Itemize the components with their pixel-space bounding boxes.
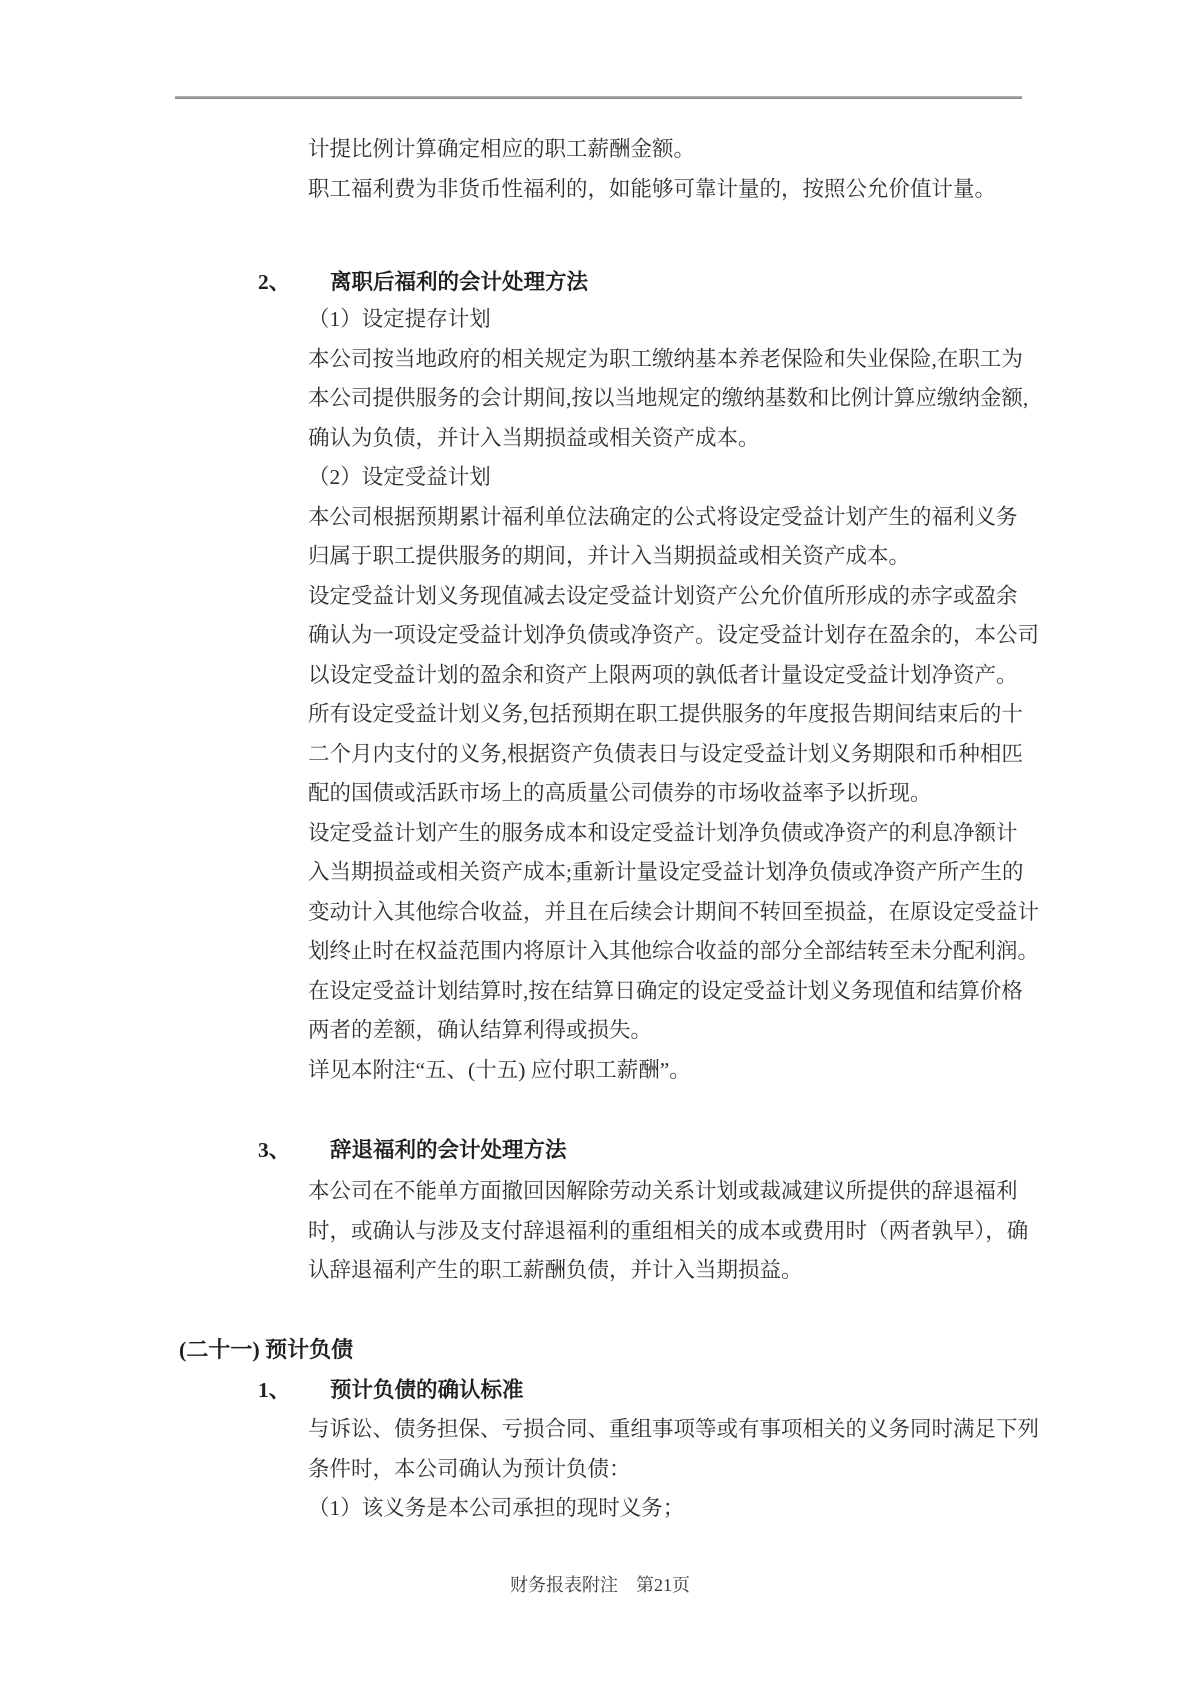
heading-title: 辞退福利的会计处理方法: [330, 1138, 567, 1162]
text-line: 入当期损益或相关资产成本;重新计量设定受益计划净负债或净资产所产生的: [308, 860, 1024, 884]
text-line: 所有设定受益计划义务,包括预期在职工提供服务的年度报告期间结束后的十: [308, 702, 1023, 726]
intro-paragraph: [308, 130, 996, 209]
text-line: （1）设定提存计划: [308, 307, 491, 331]
text-line: 本公司在不能单方面撤回因解除劳动关系计划或裁减建议所提供的辞退福利: [308, 1179, 1018, 1203]
text-line: 计提比例计算确定相应的职工薪酬金额。: [308, 137, 696, 161]
text-line: 归属于职工提供服务的期间，并计入当期损益或相关资产成本。: [308, 544, 911, 568]
heading-post-employment: [258, 262, 588, 302]
heading-number: 1、: [258, 1378, 291, 1402]
text-line: 时，或确认与涉及支付辞退福利的重组相关的成本或费用时（两者孰早），确: [308, 1218, 1029, 1243]
text-line: 确认为一项设定受益计划净负债或净资产。设定受益计划存在盈余的，本公司: [308, 623, 1040, 647]
text-line: 变动计入其他综合收益，并且在后续会计期间不转回至损益，在原设定受益计: [308, 899, 1040, 924]
heading-termination: [258, 1130, 567, 1170]
heading-number: 2、: [258, 270, 291, 294]
text-line: 本公司根据预期累计福利单位法确定的公式将设定受益计划产生的福利义务: [308, 504, 1018, 529]
provisions-paragraph: [308, 1410, 1039, 1529]
text-line: 本公司提供服务的会计期间,按以当地规定的缴纳基数和比例计算应缴纳金额,: [308, 386, 1029, 410]
page-footer: 财务报表附注 第21页: [510, 1575, 690, 1595]
text-line: 在设定受益计划结算时,按在结算日确定的设定受益计划义务现值和结算价格: [308, 978, 1023, 1003]
text-line: 二个月内支付的义务,根据资产负债表日与设定受益计划义务期限和币种相匹: [308, 741, 1023, 766]
text-line: 认辞退福利产生的职工薪酬负债，并计入当期损益。: [308, 1258, 803, 1282]
text-line: 设定受益计划产生的服务成本和设定受益计划净负债或净资产的利息净额计: [308, 820, 1018, 845]
text-line: 以设定受益计划的盈余和资产上限两项的孰低者计量设定受益计划净资产。: [308, 662, 1018, 687]
heading-title: 预计负债的确认标准: [330, 1378, 524, 1402]
text-line: 本公司按当地政府的相关规定为职工缴纳基本养老保险和失业保险,在职工为: [308, 346, 1023, 371]
termination-paragraph: [308, 1172, 1028, 1291]
header-rule: [175, 96, 1022, 99]
post-employment-paragraph: [308, 300, 1039, 1090]
text-line: 与诉讼、债务担保、亏损合同、重组事项等或有事项相关的义务同时满足下列: [308, 1417, 1040, 1441]
text-line: （1）该义务是本公司承担的现时义务；: [308, 1496, 685, 1520]
text-line: 条件时，本公司确认为预计负债：: [308, 1456, 631, 1481]
text-line: （2）设定受益计划: [308, 465, 491, 489]
text-line: 设定受益计划义务现值减去设定受益计划资产公允价值所形成的赤字或盈余: [308, 583, 1018, 608]
text-line: 两者的差额，确认结算利得或损失。: [308, 1018, 653, 1042]
text-line: 确认为负债，并计入当期损益或相关资产成本。: [308, 425, 760, 450]
heading-number: 3、: [258, 1138, 291, 1162]
text-line: 职工福利费为非货币性福利的，如能够可靠计量的，按照公允价值计量。: [308, 176, 997, 201]
text-line: 划终止时在权益范围内将原计入其他综合收益的部分全部结转至未分配利润。: [308, 939, 1040, 963]
text-line: 配的国债或活跃市场上的高质量公司债券的市场收益率予以折现。: [308, 781, 932, 805]
text-line: 详见本附注“五、(十五) 应付职工薪酬”。: [308, 1057, 691, 1082]
heading-title: 离职后福利的会计处理方法: [330, 270, 589, 294]
section-heading-provisions: (二十一) 预计负债: [179, 1337, 354, 1362]
heading-provision-criteria: [258, 1370, 524, 1410]
